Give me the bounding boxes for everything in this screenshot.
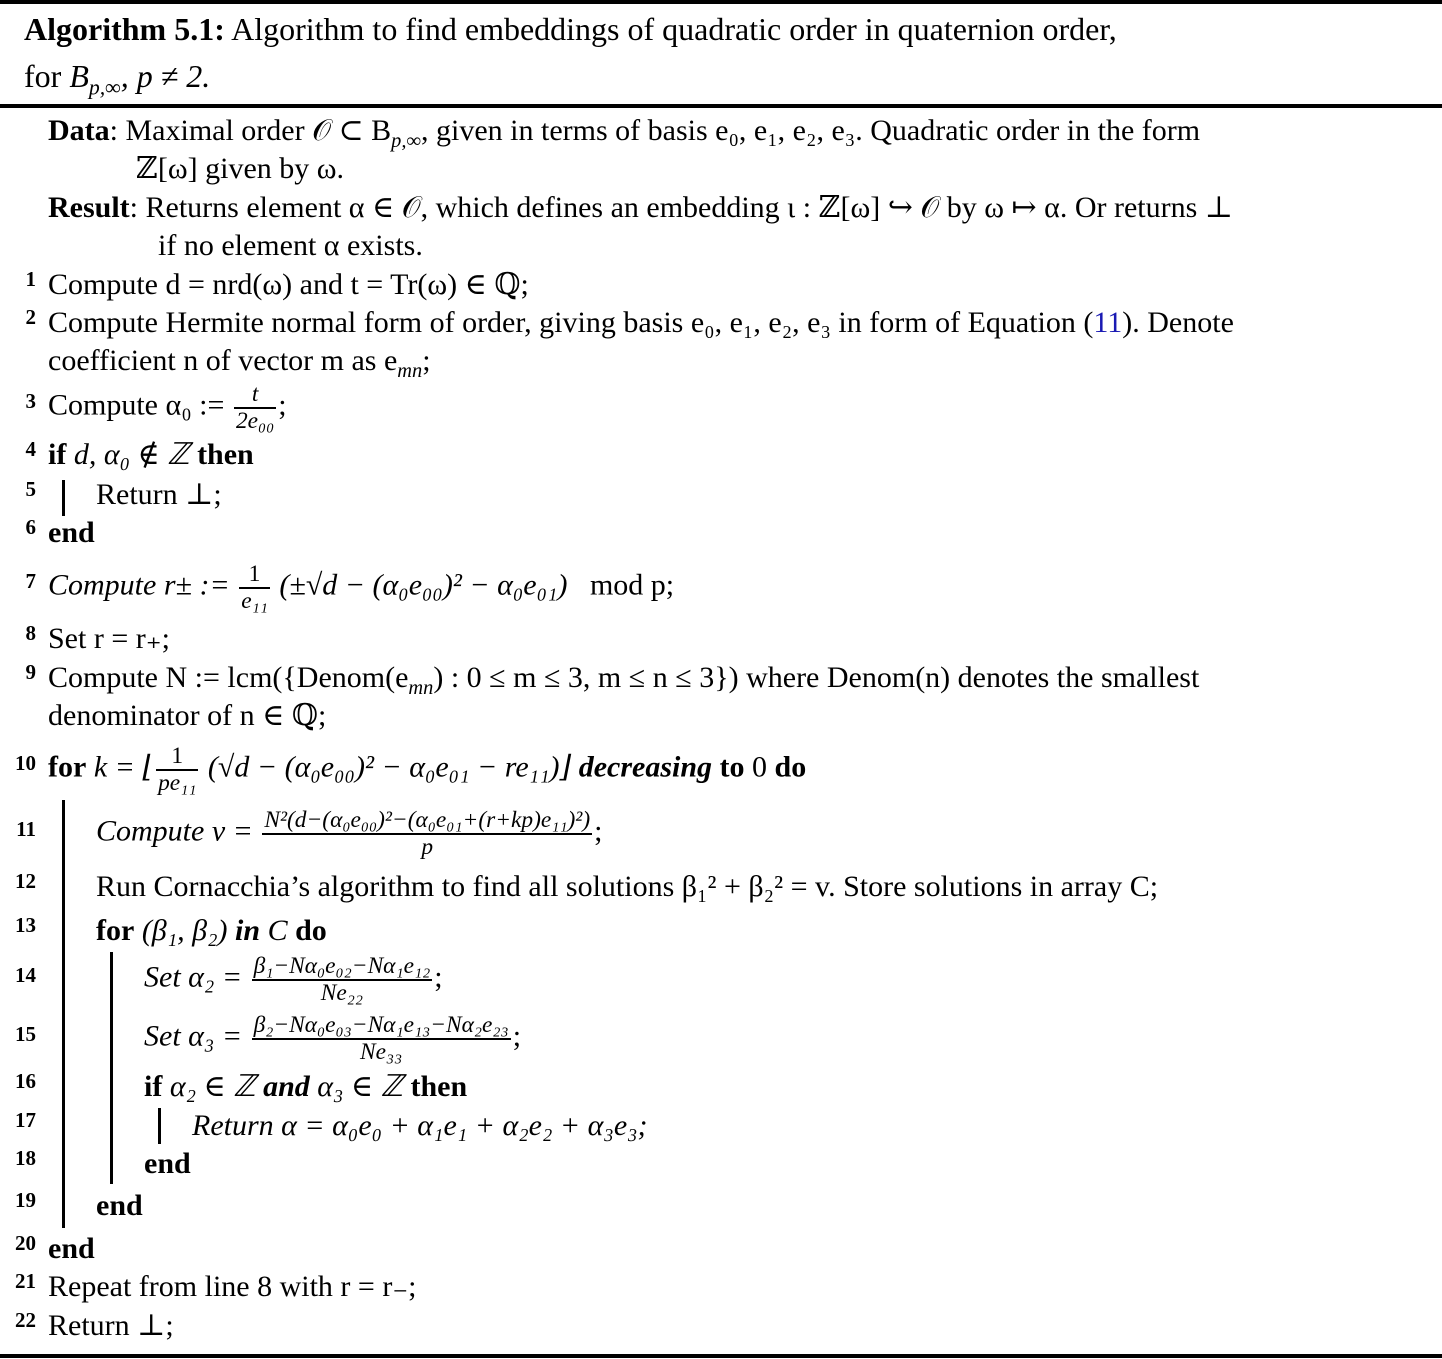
- fraction-numerator: N²(d−(α₀e₀₀)²−(α₀e₀₁+(r+kp)e₁₁)²): [264, 807, 591, 833]
- line-text: Set α₃ =: [144, 1019, 243, 1053]
- fraction: [234, 382, 276, 433]
- line-text-2: α₃ ∈ ℤ: [317, 1070, 403, 1103]
- block-bar: [62, 480, 65, 516]
- result-block: Result: Returns element α ∈ 𝒪, which defines an embedding ι : ℤ[ω] ↪ 𝒪 by ω ↦ α. Or returns ⊥ if no element α exists.: [48, 189, 1412, 265]
- line-end: ;: [278, 388, 287, 422]
- inner-for-block-bar: [110, 952, 113, 1184]
- equation-ref-link[interactable]: 11: [1093, 306, 1123, 339]
- line-number: 20: [15, 1231, 36, 1255]
- line-end: ;: [434, 960, 443, 994]
- line-number: 6: [25, 515, 36, 539]
- line-number: 2: [25, 305, 36, 329]
- keyword-for: for: [48, 750, 87, 784]
- fraction: [252, 1013, 511, 1064]
- keyword-do: do: [774, 750, 807, 784]
- for-block-bar: [62, 800, 65, 1228]
- line-text: Return ⊥;: [96, 478, 222, 511]
- fraction-denominator: e₁₁: [241, 587, 268, 614]
- fraction-denominator: pe₁₁: [158, 769, 197, 796]
- line-text: Repeat from line 8 with r = r₋;: [48, 1270, 417, 1303]
- if-block-bar: [158, 1108, 161, 1144]
- fraction-numerator: t: [234, 382, 276, 409]
- line-text: Compute α₀ :=: [48, 388, 225, 422]
- line-number: 4: [25, 437, 36, 461]
- line-text: Compute d = nrd(ω) and t = Tr(ω) ∈ ℚ;: [48, 268, 529, 301]
- line-text: Set r = r₊;: [48, 622, 170, 655]
- data-line1-rest: , given in terms of basis e₀, e₁, e₂, e₃. Quadratic order in the form: [421, 114, 1201, 147]
- data-line2: ℤ[ω] given by ω.: [136, 151, 345, 185]
- fraction: [239, 562, 270, 613]
- line-text-c-end: ;: [422, 344, 431, 377]
- line-text: (β₁, β₂): [141, 914, 228, 947]
- line-end: ;: [512, 1019, 522, 1053]
- line-text: d, α₀ ∉ ℤ: [73, 438, 190, 471]
- keyword-then: then: [410, 1070, 468, 1103]
- caption-label: Algorithm 5.1:: [24, 11, 225, 47]
- line-number: 1: [25, 267, 36, 291]
- line-text: Compute Hermite normal form of order, giving basis e₀, e₁, e₂, e₃ in form of Equation (: [48, 306, 1094, 339]
- data-line1: Maximal order 𝒪 ⊂ B: [125, 114, 392, 147]
- keyword-if: if: [48, 438, 67, 471]
- keyword-end: end: [144, 1147, 191, 1180]
- line-body: (±√d − (α₀e₀₀)² − α₀e₀₁): [279, 568, 568, 602]
- line-number: 14: [15, 963, 36, 987]
- fraction: [252, 954, 433, 1005]
- line-text: Compute v =: [96, 814, 253, 848]
- line-text-2: C: [267, 914, 288, 947]
- keyword-to: to: [719, 750, 745, 784]
- caption-prefix: for: [24, 58, 62, 94]
- fraction-numerator: β₁−Nα₀e₀₂−Nα₁e₁₂: [253, 953, 431, 979]
- line-number: 15: [15, 1022, 36, 1046]
- fraction-denominator: 2e₀₀: [235, 407, 275, 434]
- keyword-for: for: [96, 914, 135, 947]
- line-text-b: ). Denote: [1122, 306, 1234, 339]
- data-block: Data: Maximal order 𝒪 ⊂ $B_{p,\infty}$, given in terms of basis e₀, e₁, e₂, e₃. Quadratic order in the form ℤ[ω] given by ω.: [48, 112, 1412, 188]
- keyword-in: in: [235, 914, 261, 947]
- line-text-2: denominator of n ∈ ℚ;: [48, 699, 327, 732]
- algorithm-caption: [24, 6, 1412, 100]
- fraction-denominator: p: [421, 833, 434, 860]
- line-text: Return ⊥;: [48, 1309, 174, 1342]
- fraction-denominator: Ne₂₂: [320, 979, 364, 1006]
- line-text: Compute r± :=: [48, 568, 230, 602]
- fraction-numerator: 1: [239, 562, 270, 589]
- line-text: Set α₂ =: [144, 960, 243, 994]
- line-number: 3: [25, 389, 36, 413]
- fraction: [262, 808, 592, 859]
- keyword-then: then: [197, 438, 254, 471]
- keyword-end: end: [48, 516, 95, 549]
- caption-suffix: , p ≠ 2.: [120, 58, 211, 94]
- data-label: Data: [48, 114, 110, 147]
- line-number: 16: [15, 1069, 36, 1093]
- keyword-if: if: [144, 1070, 163, 1103]
- keyword-and: and: [263, 1070, 310, 1103]
- line-end: mod p;: [589, 568, 675, 602]
- caption-math: B: [69, 58, 89, 94]
- line-number: 12: [15, 869, 36, 893]
- fraction-numerator: 1: [156, 744, 198, 771]
- bottom-rule: [0, 1354, 1442, 1358]
- line-number: 21: [15, 1269, 36, 1293]
- result-line2: if no element α exists.: [158, 228, 423, 262]
- line-text-c: coefficient n of vector m as e: [48, 344, 398, 377]
- line-number: 8: [25, 621, 36, 645]
- keyword-decreasing: decreasing: [578, 750, 713, 784]
- keyword-do: do: [295, 914, 327, 947]
- line-number: 19: [15, 1188, 36, 1212]
- line-number: 9: [25, 660, 36, 684]
- line-text: Return α = α₀e₀ + α₁e₁ + α₂e₂ + α₃e₃;: [192, 1109, 648, 1142]
- header-rule: [0, 104, 1442, 108]
- result-line1: Returns element α ∈ 𝒪, which defines an embedding ι : ℤ[ω] ↪ 𝒪 by ω ↦ α. Or returns ⊥: [145, 191, 1234, 224]
- caption-text-line1: Algorithm to find embeddings of quadratic order in quaternion order,: [231, 11, 1117, 47]
- line-number: 5: [25, 477, 36, 501]
- line-number: 18: [15, 1146, 36, 1170]
- line-number: 13: [15, 913, 36, 937]
- top-rule: [0, 0, 1442, 4]
- line-number: 7: [25, 569, 36, 593]
- line-number: 10: [15, 751, 36, 775]
- line-text-2: 0: [752, 750, 768, 784]
- caption-math-sub: p,∞: [88, 75, 121, 100]
- line-number: 17: [15, 1108, 36, 1132]
- fraction-denominator: Ne₃₃: [360, 1038, 403, 1065]
- line-text-sub: mn: [408, 677, 434, 700]
- line-text: α₂ ∈ ℤ: [169, 1070, 256, 1103]
- line-text-rest: ) : 0 ≤ m ≤ 3, m ≤ n ≤ 3}) where Denom(n) denotes the smallest: [433, 661, 1200, 694]
- line-number: 11: [16, 817, 36, 841]
- keyword-end: end: [96, 1189, 143, 1222]
- data-line1-sub: p,∞: [391, 130, 421, 153]
- line-text: k = ⌊: [93, 750, 155, 784]
- line-body: (√d − (α₀e₀₀)² − α₀e₀₁ − re₁₁)⌋: [207, 750, 572, 784]
- fraction-numerator: β₂−Nα₀e₀₃−Nα₁e₁₃−Nα₂e₂₃: [253, 1012, 509, 1038]
- line-text: Run Cornacchia’s algorithm to find all solutions β₁² + β₂² = v. Store solutions in array C;: [96, 870, 1159, 903]
- result-label: Result: [48, 191, 130, 224]
- line-end: ;: [594, 814, 603, 848]
- fraction: [156, 744, 198, 795]
- keyword-end: end: [48, 1232, 95, 1265]
- line-text: Compute N := lcm({Denom(e: [48, 661, 409, 694]
- line-number: 22: [15, 1308, 36, 1332]
- line-text-c-sub: mn: [397, 360, 423, 383]
